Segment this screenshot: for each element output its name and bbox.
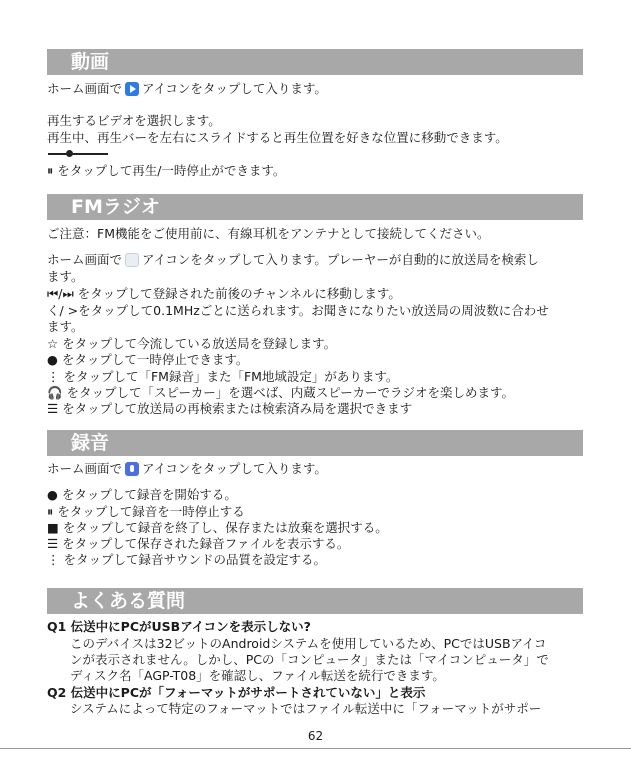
video-app-icon (125, 82, 139, 96)
recording-item: ⋮ をタップして録音サウンドの品質を設定する。 (47, 552, 326, 567)
section-header-faq (47, 588, 583, 614)
section-header-video (47, 49, 583, 75)
fm-item: ☰ をタップして放送局の再検索または検索済み局を選択できます (47, 401, 413, 416)
section-title: 録音 (71, 432, 110, 454)
video-line-2: 再生するビデオを選択します。 (47, 113, 221, 128)
recording-item: ☰ をタップして保存された録音ファイルを表示する。 (47, 536, 350, 551)
fm-item: ⋮ をタップして「FM録音」また「FM地域設定」があります。 (47, 369, 399, 384)
fm-intro-cont: ます。 (47, 269, 84, 284)
fm-app-icon (125, 253, 139, 267)
faq-answer-2-line: システムによって特定のフォーマットではファイル転送中に「フォーマットがサポー (70, 701, 542, 716)
progress-bar-illustration (48, 153, 108, 155)
faq-answer-1-line: このデバイスは32ビットのAndroidシステムを使用しているため、PCではUSBアイコ (70, 636, 547, 651)
progress-knob-icon (66, 150, 73, 157)
fm-item: ⏮/⏭ をタップして登録された前後のチャンネルに移動します。 (47, 286, 401, 301)
fm-item: ☆ をタップして今流している放送局を登録します。 (47, 336, 337, 351)
recording-item: ■ をタップして録音を終了し、保存または放棄を選択する。 (47, 520, 388, 535)
faq-answer-1-line: ディスク名「AGP-T08」を確認し、ファイル転送を続行できます。 (70, 668, 445, 683)
video-line-3: 再生中、再生バーを左右にスライドすると再生位置を好きな位置に移動できます。 (47, 130, 508, 145)
video-line-4: ⏸ をタップして再生/一時停止ができます。 (47, 163, 286, 178)
footer-divider (0, 748, 631, 749)
section-header-fm (47, 194, 583, 220)
faq-question-1: Q1 伝送中にPCがUSBアイコンを表示しない? (47, 619, 311, 634)
fm-item: ● をタップして一時停止できます。 (47, 352, 249, 367)
fm-item: く/ >をタップして0.1MHzごとに送られます。お聞きになりたい放送局の周波数に合わせ (47, 303, 549, 318)
section-header-recording (47, 430, 583, 456)
faq-answer-1-line: ンが表示されません。しかし、PCの「コンピュータ」または「マイコンピュータ」で (70, 652, 549, 667)
fm-item: 🎧 をタップして「スピーカー」を選べば、内蔵スピーカーでラジオを楽しめます。 (47, 385, 515, 400)
video-intro: ホーム画面で アイコンをタップして入ります。 (47, 81, 327, 96)
recording-item: ⏸ をタップして録音を一時停止する (47, 504, 245, 519)
recorder-app-icon (125, 462, 139, 476)
page-number: 62 (307, 729, 324, 743)
section-title: よくある質問 (71, 590, 186, 612)
recording-item: ● をタップして録音を開始する。 (47, 487, 237, 502)
faq-question-2: Q2 伝送中にPCが「フォーマットがサポートされていない」と表示 (47, 685, 426, 700)
fm-intro: ホーム画面で アイコンをタップして入ります。プレーヤーが自動的に放送局を検索し (47, 252, 539, 267)
recording-intro: ホーム画面で アイコンをタップして入ります。 (47, 461, 327, 476)
fm-item: ます。 (47, 319, 84, 334)
section-title: 動画 (71, 51, 110, 73)
section-title: FMラジオ (71, 196, 160, 218)
fm-notice: ご注意：FM機能をご使用前に、有線耳机をアンテナとして接続してください。 (47, 226, 490, 241)
